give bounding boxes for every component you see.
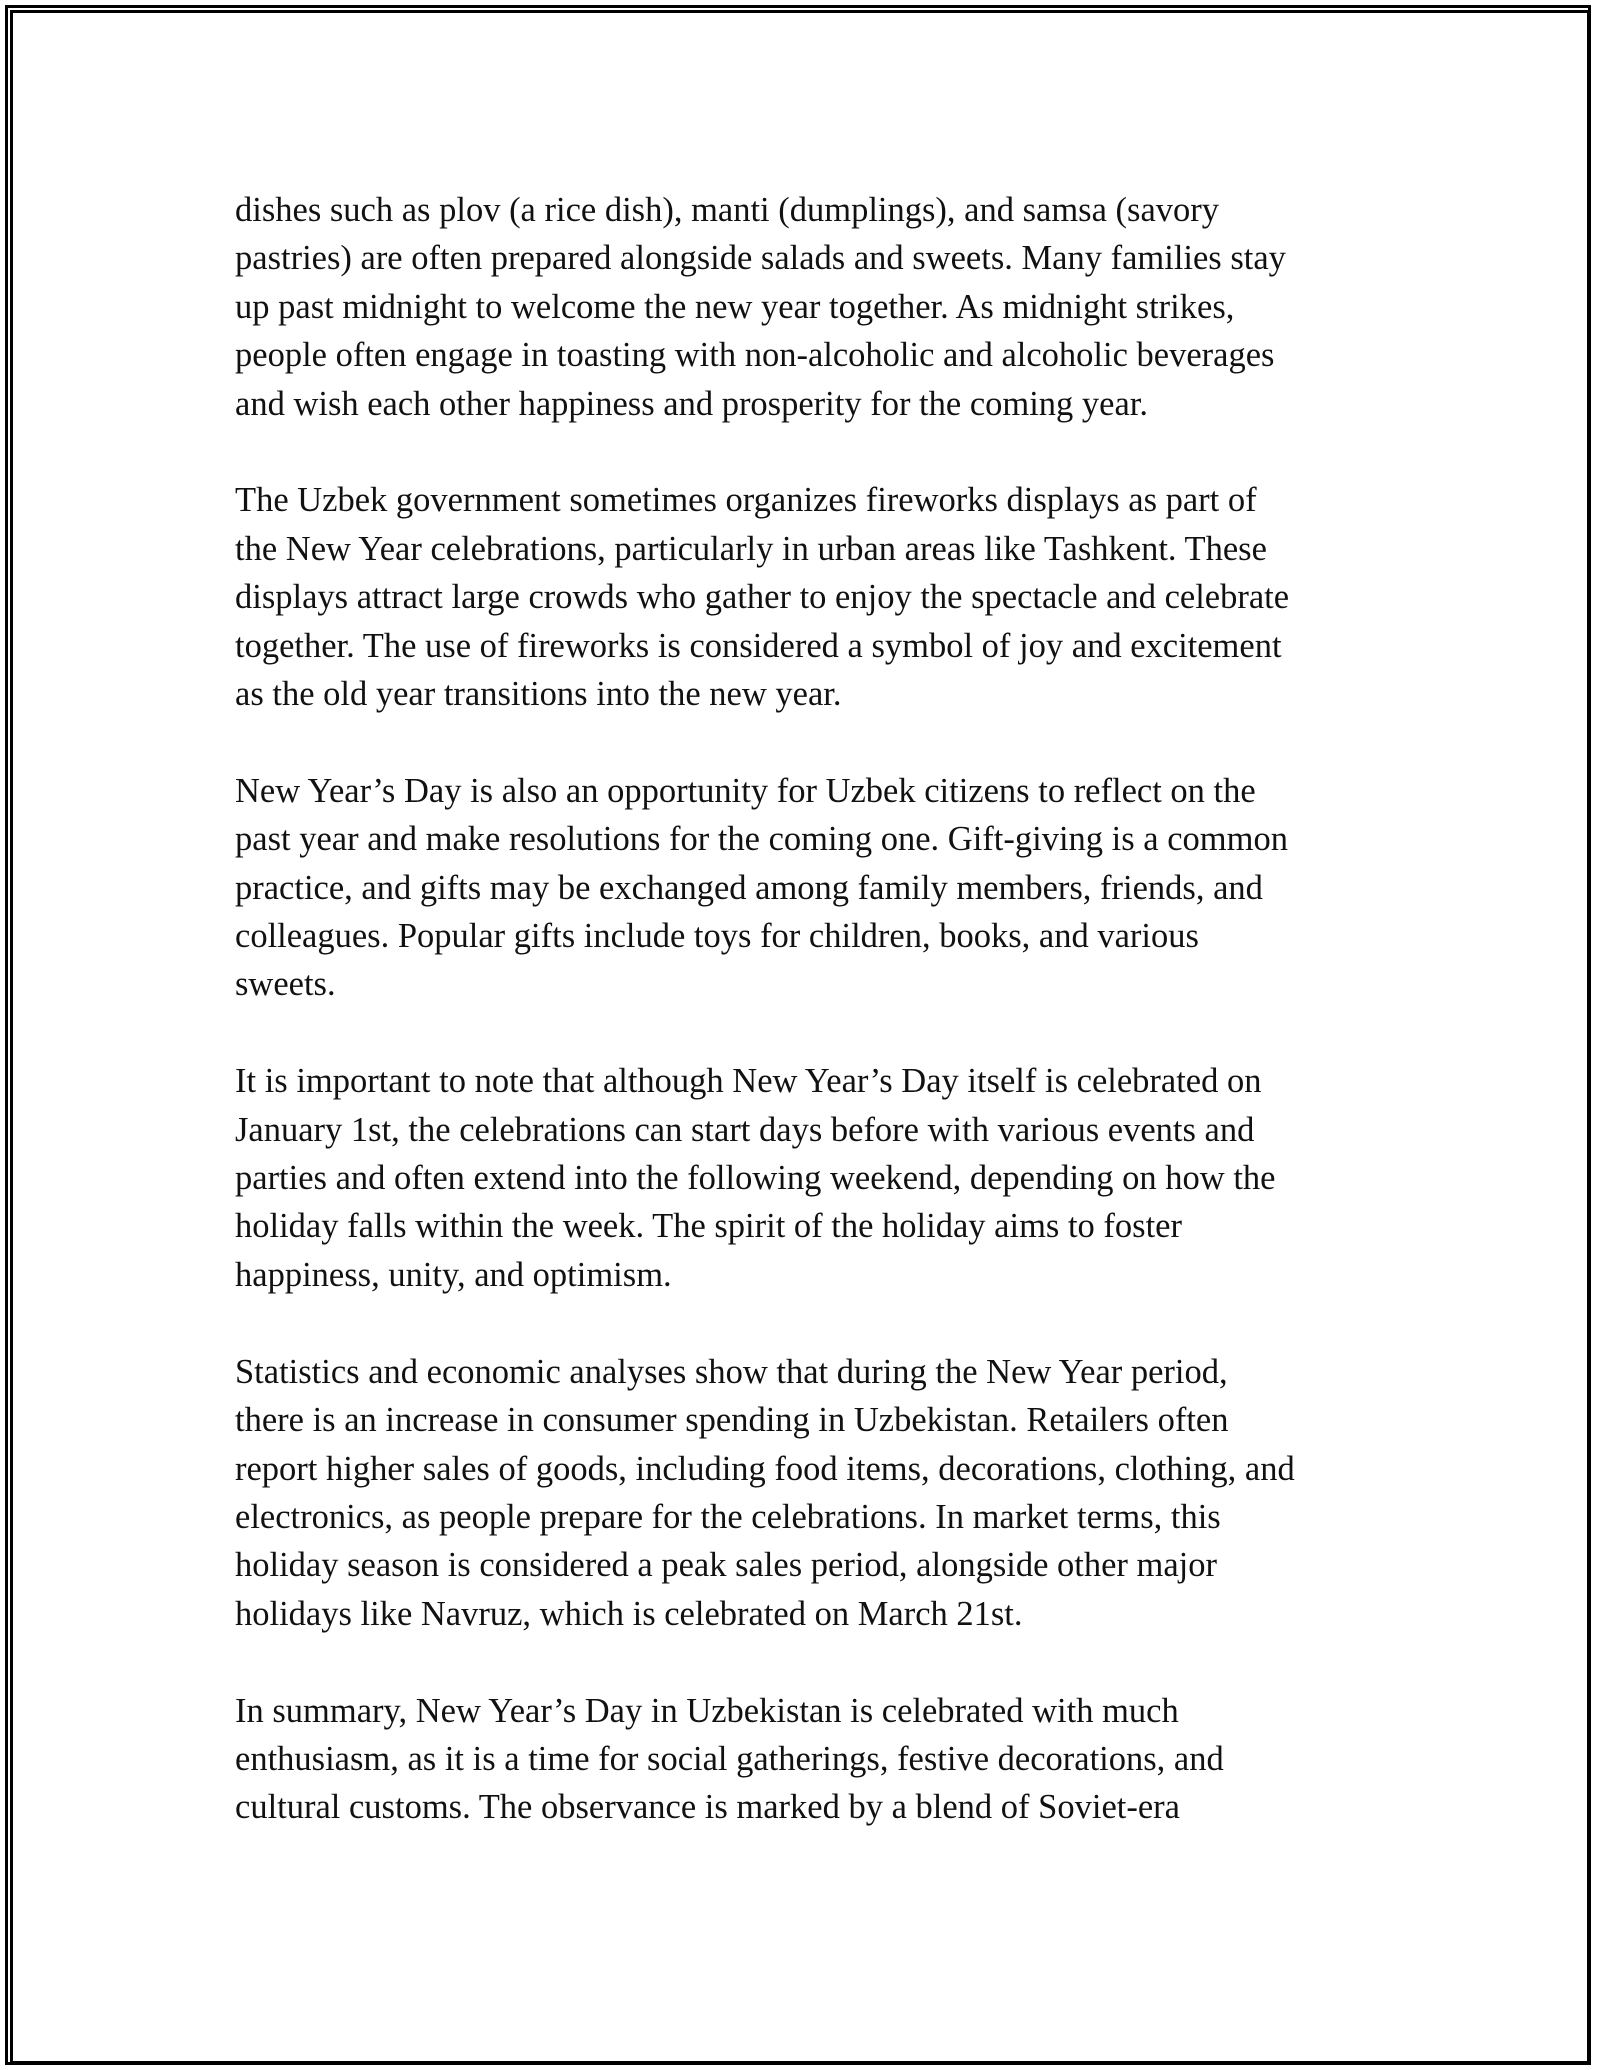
- paragraph-fireworks: The Uzbek government sometimes organizes fireworks displays as part of the New Year celebrations, particularly in urban areas like Tashkent. These displays attract large crowds who gather to enjoy the spectacle and celebrate together. The use of fireworks is considered a symbol of joy and excitement as the old year transitions into the new year.: [235, 481, 1290, 714]
- document-body: [235, 186, 1375, 1880]
- paragraph-consumer-spending: Statistics and economic analyses show that during the New Year period, there is an increase in consumer spending in Uzbekistan. Retailers often report higher sales of goods, including food items, decorations, clothing, and electronics, as people prepare for the celebrations. In market terms, this holiday season is considered a peak sales period, alongside other major holidays like Navruz, which is celebrated on March 21st.: [235, 1352, 1295, 1633]
- paragraph-traditional-dishes: dishes such as plov (a rice dish), manti (dumplings), and samsa (savory pastries) are often prepared alongside salads and sweets. Many families stay up past midnight to welcome the new year together. As midnight strikes, people often engage in toasting with non-alcoholic and alcoholic beverages and wish each other happiness and prosperity for the coming year.: [235, 191, 1286, 423]
- paragraph-celebration-timing: It is important to note that although New Year’s Day itself is celebrated on January 1st, the celebrations can start days before with various events and parties and often extend into the following weekend, depending on how the holiday falls within the week. The spirit of the holiday aims to foster happiness, unity, and optimism.: [235, 1062, 1276, 1294]
- paragraph-gift-giving: New Year’s Day is also an opportunity for Uzbek citizens to reflect on the past year and make resolutions for the coming one. Gift-giving is a common practice, and gifts may be exchanged among family members, friends, and colleagues. Popular gifts include toys for children, books, and various sweets.: [235, 771, 1288, 1004]
- paragraph-summary: In summary, New Year’s Day in Uzbekistan is celebrated with much enthusiasm, as it is a time for social gatherings, festive decorations, and cultural customs. The observance is marked by a blend of Soviet-era: [235, 1691, 1224, 1827]
